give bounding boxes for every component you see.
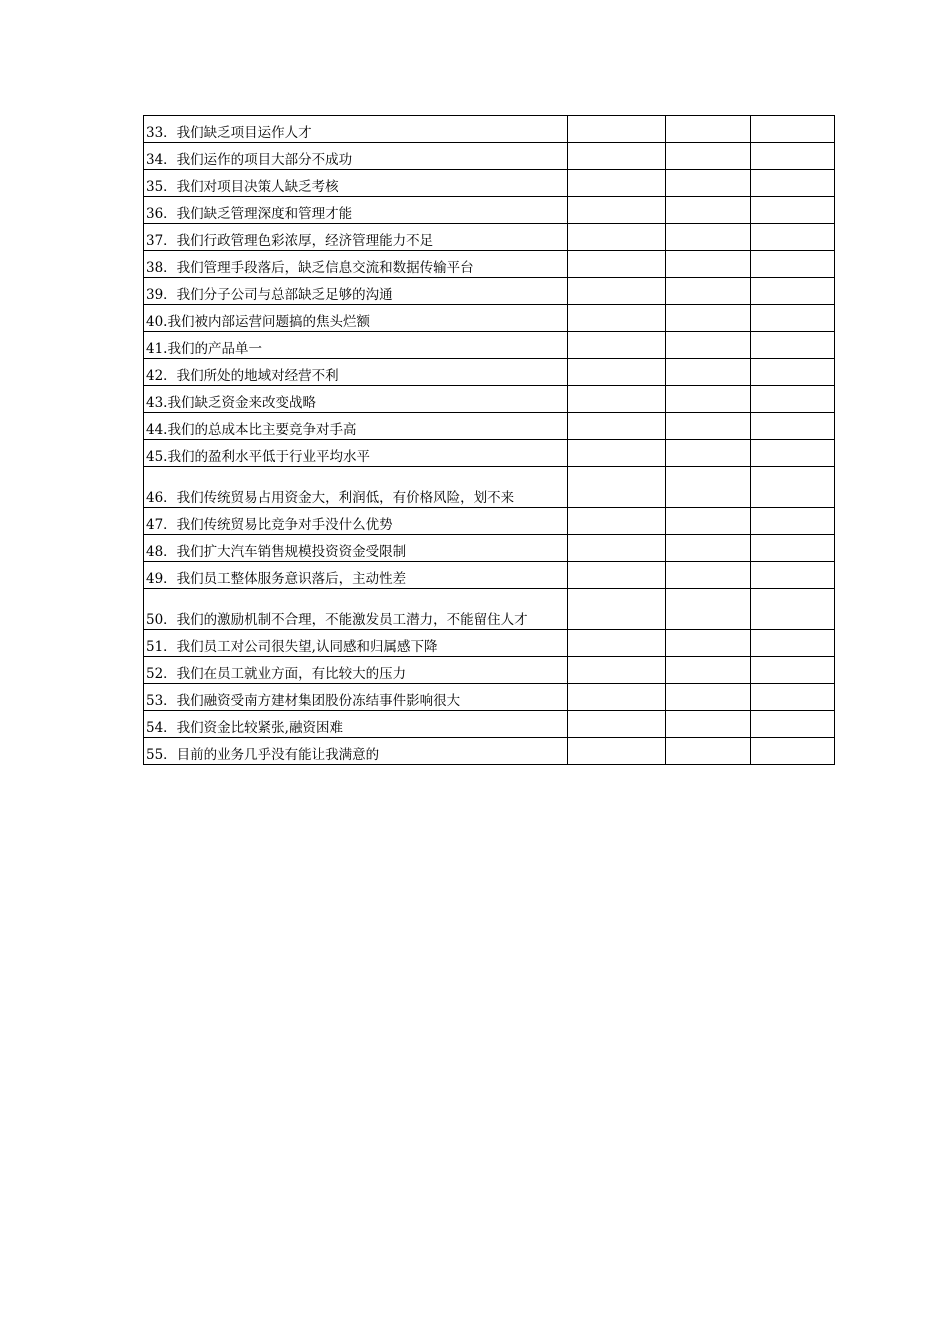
- rating-cell-a[interactable]: [567, 467, 665, 508]
- rating-cell-a[interactable]: [567, 738, 665, 765]
- rating-cell-c[interactable]: [751, 413, 835, 440]
- rating-cell-c[interactable]: [751, 386, 835, 413]
- survey-item-text: 41.我们的产品单一: [146, 341, 262, 357]
- rating-cell-a[interactable]: [567, 332, 665, 359]
- rating-cell-b[interactable]: [666, 630, 751, 657]
- survey-row: [144, 278, 835, 305]
- rating-cell-b[interactable]: [666, 197, 751, 224]
- survey-row: [144, 332, 835, 359]
- rating-cell-b[interactable]: [666, 278, 751, 305]
- rating-cell-c[interactable]: [751, 251, 835, 278]
- survey-row: [144, 305, 835, 332]
- survey-item-cell: [144, 143, 568, 170]
- rating-cell-b[interactable]: [666, 359, 751, 386]
- rating-cell-c[interactable]: [751, 224, 835, 251]
- survey-item-text: 49．我们员工整体服务意识落后，主动性差: [146, 571, 407, 587]
- survey-item-cell: [144, 657, 568, 684]
- survey-item-cell: [144, 440, 568, 467]
- rating-cell-b[interactable]: [666, 386, 751, 413]
- rating-cell-b[interactable]: [666, 711, 751, 738]
- survey-row: [144, 143, 835, 170]
- survey-row: [144, 251, 835, 278]
- rating-cell-a[interactable]: [567, 224, 665, 251]
- survey-item-text: 35．我们对项目决策人缺乏考核: [146, 179, 339, 195]
- rating-cell-b[interactable]: [666, 589, 751, 630]
- rating-cell-a[interactable]: [567, 359, 665, 386]
- rating-cell-b[interactable]: [666, 562, 751, 589]
- rating-cell-c[interactable]: [751, 630, 835, 657]
- rating-cell-b[interactable]: [666, 170, 751, 197]
- survey-item-text: 46．我们传统贸易占用资金大，利润低，有价格风险，划不来: [146, 490, 515, 506]
- survey-item-cell: [144, 197, 568, 224]
- rating-cell-a[interactable]: [567, 305, 665, 332]
- survey-item-cell: [144, 535, 568, 562]
- rating-cell-a[interactable]: [567, 116, 665, 143]
- survey-row: [144, 359, 835, 386]
- rating-cell-c[interactable]: [751, 332, 835, 359]
- rating-cell-c[interactable]: [751, 562, 835, 589]
- survey-item-cell: [144, 332, 568, 359]
- survey-item-text: 50．我们的激励机制不合理，不能激发员工潜力，不能留住人才: [146, 612, 528, 628]
- survey-item-text: 54．我们资金比较紧张,融资困难: [146, 720, 343, 736]
- survey-item-cell: [144, 278, 568, 305]
- survey-item-cell: [144, 738, 568, 765]
- rating-cell-b[interactable]: [666, 508, 751, 535]
- rating-cell-a[interactable]: [567, 657, 665, 684]
- rating-cell-a[interactable]: [567, 589, 665, 630]
- survey-item-text: 38．我们管理手段落后，缺乏信息交流和数据传输平台: [146, 260, 474, 276]
- survey-item-text: 53．我们融资受南方建材集团股份冻结事件影响很大: [146, 693, 461, 709]
- rating-cell-a[interactable]: [567, 535, 665, 562]
- rating-cell-b[interactable]: [666, 535, 751, 562]
- survey-item-text: 40.我们被内部运营问题搞的焦头烂额: [146, 314, 370, 330]
- rating-cell-b[interactable]: [666, 116, 751, 143]
- survey-item-cell: [144, 711, 568, 738]
- rating-cell-c[interactable]: [751, 711, 835, 738]
- rating-cell-c[interactable]: [751, 657, 835, 684]
- survey-row: [144, 116, 835, 143]
- rating-cell-a[interactable]: [567, 684, 665, 711]
- rating-cell-a[interactable]: [567, 170, 665, 197]
- rating-cell-a[interactable]: [567, 413, 665, 440]
- rating-cell-a[interactable]: [567, 562, 665, 589]
- rating-cell-c[interactable]: [751, 170, 835, 197]
- survey-row: [144, 197, 835, 224]
- rating-cell-c[interactable]: [751, 535, 835, 562]
- rating-cell-a[interactable]: [567, 630, 665, 657]
- rating-cell-b[interactable]: [666, 143, 751, 170]
- survey-item-cell: [144, 589, 568, 630]
- survey-item-text: 36．我们缺乏管理深度和管理才能: [146, 206, 353, 222]
- rating-cell-b[interactable]: [666, 738, 751, 765]
- rating-cell-c[interactable]: [751, 197, 835, 224]
- survey-item-cell: [144, 630, 568, 657]
- survey-item-cell: [144, 467, 568, 508]
- survey-row: [144, 224, 835, 251]
- rating-cell-a[interactable]: [567, 508, 665, 535]
- survey-item-cell: [144, 562, 568, 589]
- survey-row: [144, 711, 835, 738]
- survey-item-cell: [144, 413, 568, 440]
- rating-cell-b[interactable]: [666, 684, 751, 711]
- survey-item-text: 37．我们行政管理色彩浓厚，经济管理能力不足: [146, 233, 434, 249]
- survey-row: [144, 684, 835, 711]
- survey-item-text: 52．我们在员工就业方面，有比较大的压力: [146, 666, 407, 682]
- rating-cell-b[interactable]: [666, 305, 751, 332]
- rating-cell-a[interactable]: [567, 197, 665, 224]
- rating-cell-a[interactable]: [567, 278, 665, 305]
- survey-item-cell: [144, 224, 568, 251]
- rating-cell-a[interactable]: [567, 143, 665, 170]
- survey-row: [144, 467, 835, 508]
- rating-cell-b[interactable]: [666, 413, 751, 440]
- survey-row: [144, 562, 835, 589]
- survey-item-text: 48．我们扩大汽车销售规模投资资金受限制: [146, 544, 407, 560]
- rating-cell-c[interactable]: [751, 359, 835, 386]
- rating-cell-c[interactable]: [751, 305, 835, 332]
- rating-cell-c[interactable]: [751, 278, 835, 305]
- rating-cell-b[interactable]: [666, 251, 751, 278]
- survey-item-cell: [144, 359, 568, 386]
- survey-table-body: [144, 116, 835, 765]
- rating-cell-c[interactable]: [751, 440, 835, 467]
- rating-cell-b[interactable]: [666, 657, 751, 684]
- survey-item-cell: [144, 386, 568, 413]
- survey-item-text: 47．我们传统贸易比竞争对手没什么优势: [146, 517, 393, 533]
- rating-cell-c[interactable]: [751, 116, 835, 143]
- survey-item-text: 43.我们缺乏资金来改变战略: [146, 395, 316, 411]
- rating-cell-b[interactable]: [666, 467, 751, 508]
- survey-row: [144, 657, 835, 684]
- survey-item-text: 55．目前的业务几乎没有能让我满意的: [146, 747, 380, 763]
- rating-cell-b[interactable]: [666, 332, 751, 359]
- survey-row: [144, 386, 835, 413]
- survey-item-text: 44.我们的总成本比主要竞争对手高: [146, 422, 357, 438]
- survey-row: [144, 508, 835, 535]
- survey-item-cell: [144, 170, 568, 197]
- rating-cell-b[interactable]: [666, 224, 751, 251]
- rating-cell-b[interactable]: [666, 440, 751, 467]
- rating-cell-c[interactable]: [751, 508, 835, 535]
- survey-table: [143, 115, 835, 765]
- rating-cell-a[interactable]: [567, 251, 665, 278]
- survey-row: [144, 413, 835, 440]
- survey-item-cell: [144, 508, 568, 535]
- rating-cell-a[interactable]: [567, 440, 665, 467]
- survey-item-text: 33．我们缺乏项目运作人才: [146, 125, 312, 141]
- survey-row: [144, 170, 835, 197]
- rating-cell-c[interactable]: [751, 467, 835, 508]
- survey-row: [144, 630, 835, 657]
- survey-item-text: 39．我们分子公司与总部缺乏足够的沟通: [146, 287, 393, 303]
- survey-item-text: 34．我们运作的项目大部分不成功: [146, 152, 353, 168]
- survey-row: [144, 589, 835, 630]
- rating-cell-c[interactable]: [751, 738, 835, 765]
- survey-row: [144, 440, 835, 467]
- rating-cell-c[interactable]: [751, 143, 835, 170]
- survey-item-text: 51．我们员工对公司很失望,认同感和归属感下降: [146, 639, 438, 655]
- rating-cell-a[interactable]: [567, 386, 665, 413]
- survey-item-text: 42．我们所处的地域对经营不利: [146, 368, 339, 384]
- rating-cell-c[interactable]: [751, 684, 835, 711]
- survey-item-cell: [144, 116, 568, 143]
- survey-item-cell: [144, 251, 568, 278]
- survey-item-cell: [144, 684, 568, 711]
- survey-item-cell: [144, 305, 568, 332]
- survey-item-text: 45.我们的盈利水平低于行业平均水平: [146, 449, 370, 465]
- rating-cell-c[interactable]: [751, 589, 835, 630]
- rating-cell-a[interactable]: [567, 711, 665, 738]
- survey-row: [144, 535, 835, 562]
- survey-row: [144, 738, 835, 765]
